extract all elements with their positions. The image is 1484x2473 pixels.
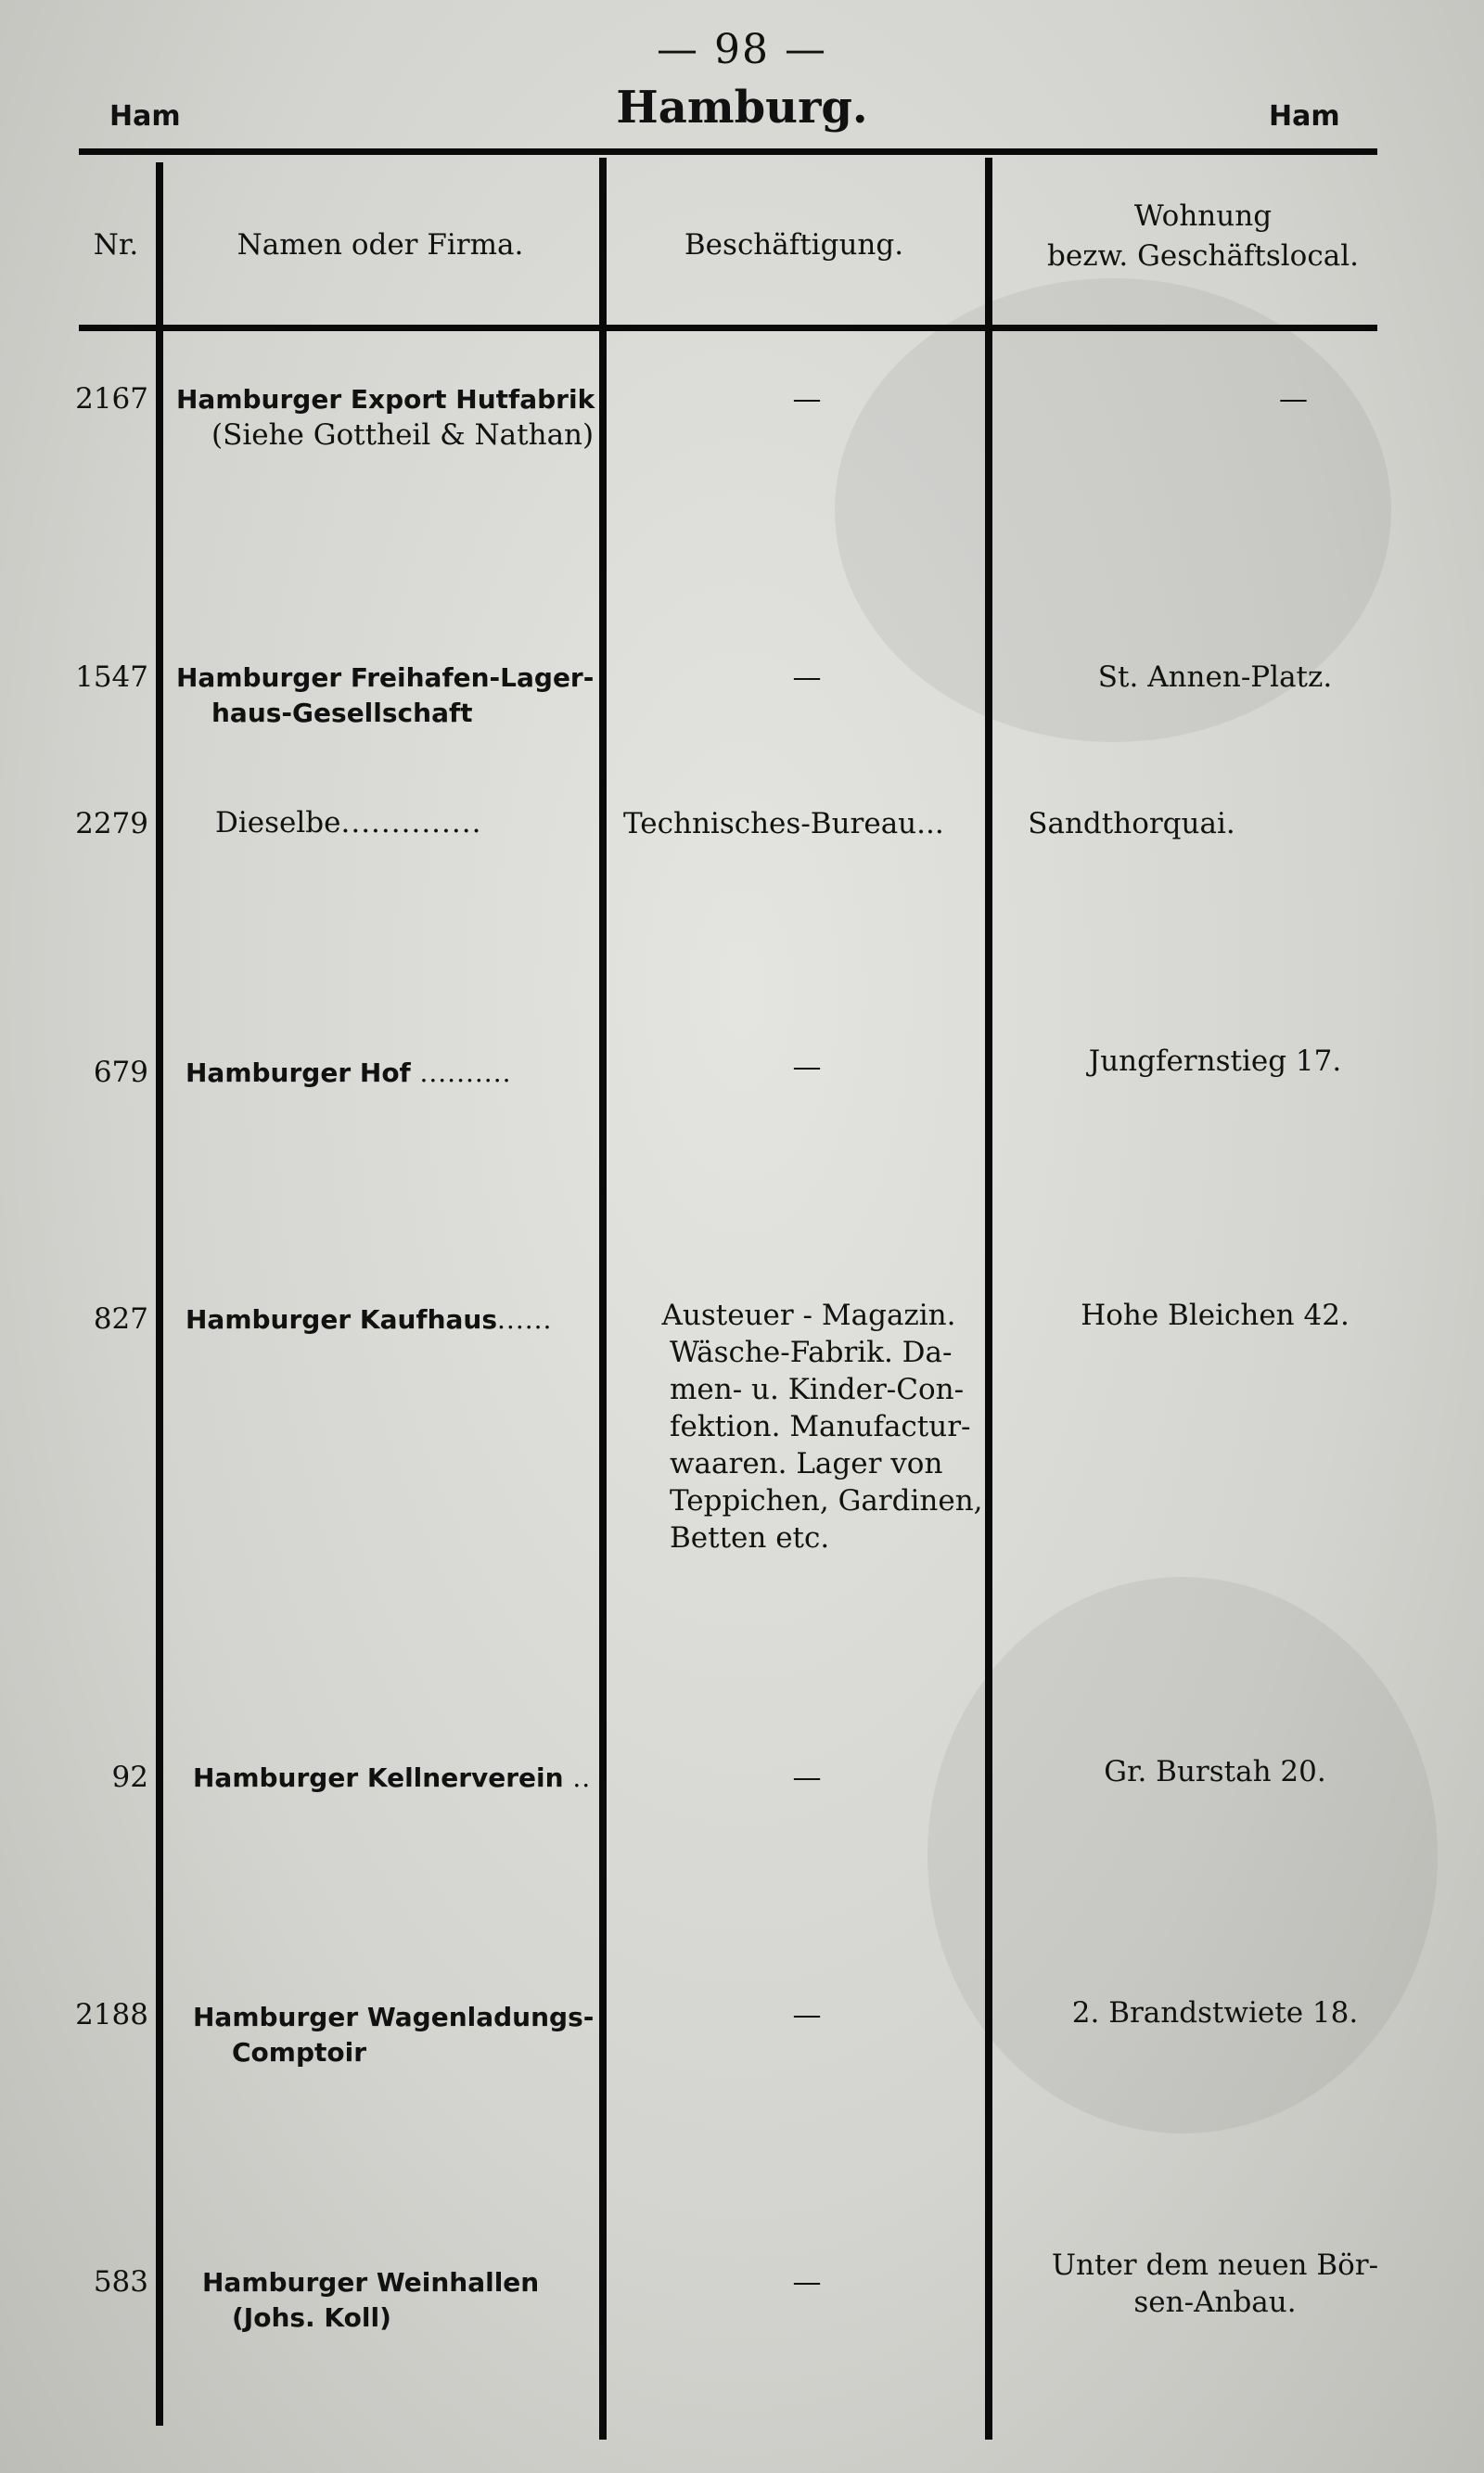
entry-name-cont: haus-Gesellschaft — [211, 698, 473, 728]
entry-occupation: — — [792, 1998, 822, 2031]
entry-name — [186, 1302, 552, 1338]
column-rule-1 — [156, 162, 163, 2426]
column-rule-2 — [599, 158, 607, 2440]
column-header-nr: Nr. — [93, 228, 139, 262]
entry-name — [193, 1761, 591, 1796]
entry-number: 92 — [111, 1761, 148, 1794]
occupation-line: men- u. Kinder-Con- — [670, 1373, 965, 1406]
entry-name-text: Hamburger Hof — [186, 1057, 411, 1088]
entry-name-text: Hamburger Kaufhaus — [186, 1304, 498, 1335]
entry-number: 827 — [93, 1302, 148, 1336]
entry-address-line: sen-Anbau. — [1133, 2286, 1297, 2319]
entry-occupation: — — [792, 382, 822, 416]
bleed-through-shadow — [928, 1577, 1438, 2133]
entry-occupation: Technisches-Bureau... — [623, 807, 944, 840]
page-title: Hamburg. — [616, 82, 868, 134]
entry-name-cont: Comptoir — [232, 2037, 367, 2068]
occupation-line: Teppichen, Gardinen, — [670, 1484, 983, 1518]
entry-address: Sandthorquai. — [1028, 807, 1235, 840]
entry-name: Hamburger Freihafen-Lager- — [176, 662, 595, 693]
occupation-line: waaren. Lager von — [670, 1447, 943, 1480]
top-rule — [79, 148, 1377, 155]
page-number: — 98 — — [657, 26, 827, 73]
entry-occupation: — — [792, 2265, 822, 2299]
occupation-line: Betten etc. — [670, 1521, 830, 1555]
column-header-address-1: Wohnung — [1133, 199, 1273, 233]
header-rule — [79, 325, 1377, 331]
entry-occupation: — — [792, 1761, 822, 1794]
entry-occupation-block — [623, 1297, 994, 1557]
guide-word-right: Ham — [1269, 100, 1340, 133]
entry-occupation: — — [792, 1050, 822, 1083]
column-header-occupation: Beschäftigung. — [684, 228, 904, 262]
entry-address: Hohe Bleichen 42. — [1081, 1299, 1350, 1332]
entry-name-note: (Siehe Gottheil & Nathan) — [211, 418, 595, 452]
entry-name — [186, 1056, 512, 1091]
occupation-line: fektion. Manufactur- — [670, 1410, 971, 1443]
entry-number: 1547 — [75, 660, 148, 694]
entry-name: Hamburger Wagenladungs- — [193, 2002, 595, 2032]
entry-occupation: — — [792, 660, 822, 694]
entry-name-note: (Johs. Koll) — [232, 2302, 391, 2333]
entry-name: Hamburger Export Hutfabrik — [176, 384, 595, 415]
entry-number: 2188 — [75, 1998, 148, 2031]
entry-address: Gr. Burstah 20. — [1104, 1755, 1326, 1788]
occupation-line: Wäsche-Fabrik. Da- — [670, 1336, 953, 1369]
leader-dots: ...... — [497, 1304, 553, 1335]
occupation-line: Austeuer - Magazin. — [661, 1299, 956, 1332]
entry-name-text: Dieselbe — [215, 806, 341, 839]
leader-dots: .............. — [340, 806, 482, 839]
leader-dots: .......... — [419, 1057, 512, 1088]
entry-name: Hamburger Weinhallen — [202, 2267, 540, 2298]
entry-number: 679 — [93, 1056, 148, 1089]
column-header-address-2: bezw. Geschäftslocal. — [1047, 239, 1359, 273]
guide-word-left: Ham — [109, 100, 181, 133]
entry-address: St. Annen-Platz. — [1097, 660, 1333, 694]
entry-number: 2167 — [75, 382, 148, 416]
entry-address-line: Unter dem neuen Bör- — [1051, 2249, 1379, 2282]
column-header-name: Namen oder Firma. — [237, 228, 524, 262]
entry-name-text: Hamburger Kellnerverein — [193, 1762, 564, 1793]
entry-address: 2. Brandstwiete 18. — [1071, 1996, 1359, 2030]
entry-number: 2279 — [75, 807, 148, 840]
entry-address: — — [1279, 382, 1308, 416]
entry-address: Jungfernstieg 17. — [1088, 1044, 1342, 1078]
leader-dots: .. — [572, 1762, 592, 1793]
entry-name — [215, 805, 481, 840]
entry-number: 583 — [93, 2265, 148, 2299]
